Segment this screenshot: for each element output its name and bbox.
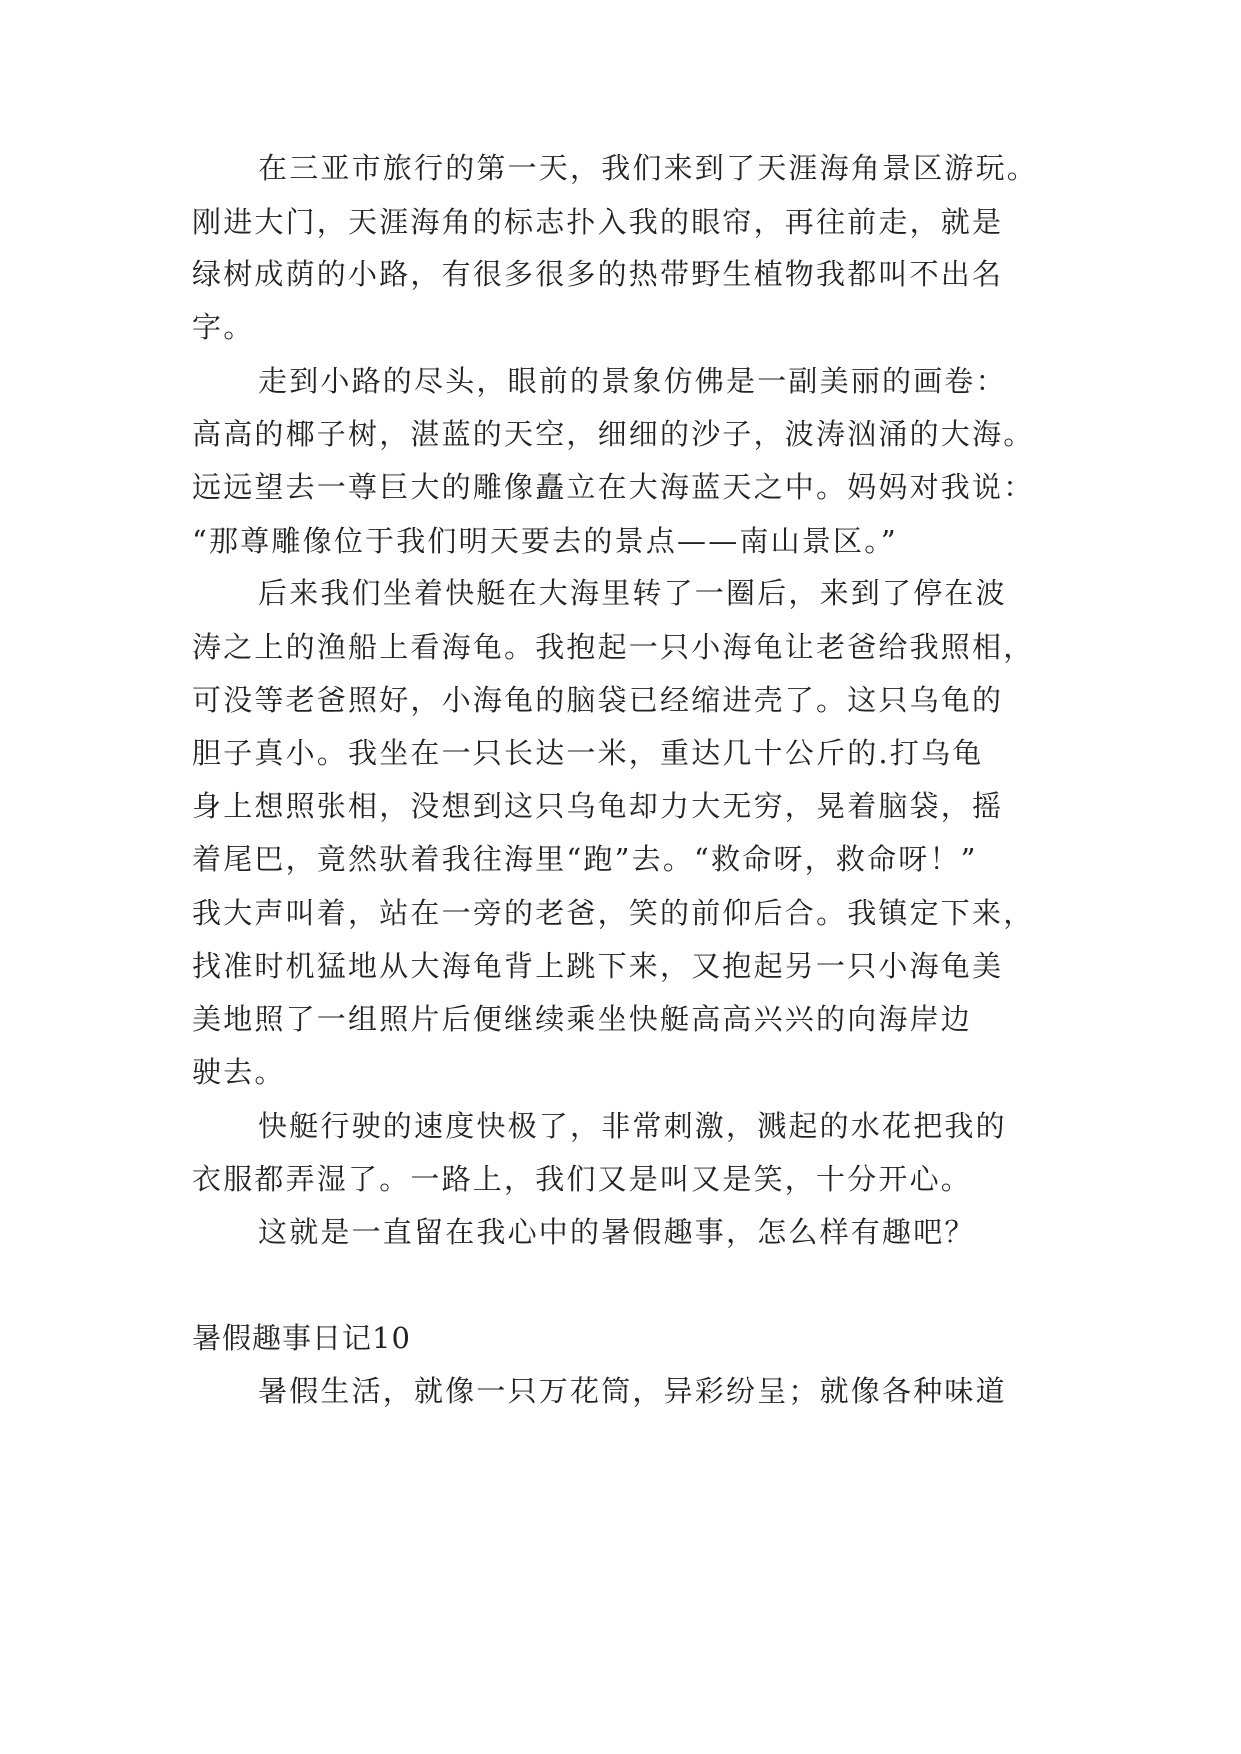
paragraph-3-line-8: 找准时机猛地从大海龟背上跳下来，又抱起另一只小海龟美 xyxy=(192,949,1004,983)
paragraph-1-line-1: 在三亚市旅行的第一天，我们来到了天涯海角景区游玩。 xyxy=(258,151,1039,185)
paragraph-1-line-3: 绿树成荫的小路，有很多很多的热带野生植物我都叫不出名 xyxy=(192,257,1004,291)
next-paragraph-line-1: 暑假生活，就像一只万花筒，异彩纷呈；就像各种味道 xyxy=(258,1374,1007,1408)
paragraph-3-line-10: 驶去。 xyxy=(192,1055,286,1089)
paragraph-1-line-2: 刚进大门，天涯海角的标志扑入我的眼帘，再往前走，就是 xyxy=(192,205,1004,239)
section-heading: 暑假趣事日记10 xyxy=(192,1321,411,1355)
paragraph-3-line-6: 着尾巴，竟然驮着我往海里“跑”去。“救命呀，救命呀！” xyxy=(192,842,978,876)
paragraph-3-line-9: 美地照了一组照片后便继续乘坐快艇高高兴兴的向海岸边 xyxy=(192,1002,973,1036)
paragraph-3-line-2: 涛之上的渔船上看海龟。我抱起一只小海龟让老爸给我照相， xyxy=(192,630,1035,664)
paragraph-2-line-3: 远远望去一尊巨大的雕像矗立在大海蓝天之中。妈妈对我说： xyxy=(192,470,1035,504)
paragraph-2-line-2: 高高的椰子树，湛蓝的天空，细细的沙子，波涛汹涌的大海。 xyxy=(192,417,1035,451)
paragraph-2-line-4: “那尊雕像位于我们明天要去的景点——南山景区。” xyxy=(192,524,898,558)
paragraph-3-line-7: 我大声叫着，站在一旁的老爸，笑的前仰后合。我镇定下来， xyxy=(192,896,1035,930)
paragraph-4-line-1: 快艇行驶的速度快极了，非常刺激，溅起的水花把我的 xyxy=(258,1109,1007,1143)
paragraph-4-line-2: 衣服都弄湿了。一路上，我们又是叫又是笑，十分开心。 xyxy=(192,1162,973,1196)
paragraph-5-line-1: 这就是一直留在我心中的暑假趣事，怎么样有趣吧？ xyxy=(258,1215,976,1249)
paragraph-2-line-1: 走到小路的尽头，眼前的景象仿佛是一副美丽的画卷： xyxy=(258,364,1007,398)
paragraph-3-line-1: 后来我们坐着快艇在大海里转了一圈后，来到了停在波 xyxy=(258,576,1007,610)
paragraph-3-line-5: 身上想照张相，没想到这只乌龟却力大无穷，晃着脑袋，摇 xyxy=(192,789,1004,823)
paragraph-3-line-4: 胆子真小。我坐在一只长达一米，重达几十公斤的.打乌龟 xyxy=(192,736,984,770)
paragraph-3-line-3: 可没等老爸照好，小海龟的脑袋已经缩进壳了。这只乌龟的 xyxy=(192,683,1004,717)
paragraph-1-line-4: 字。 xyxy=(192,310,255,344)
